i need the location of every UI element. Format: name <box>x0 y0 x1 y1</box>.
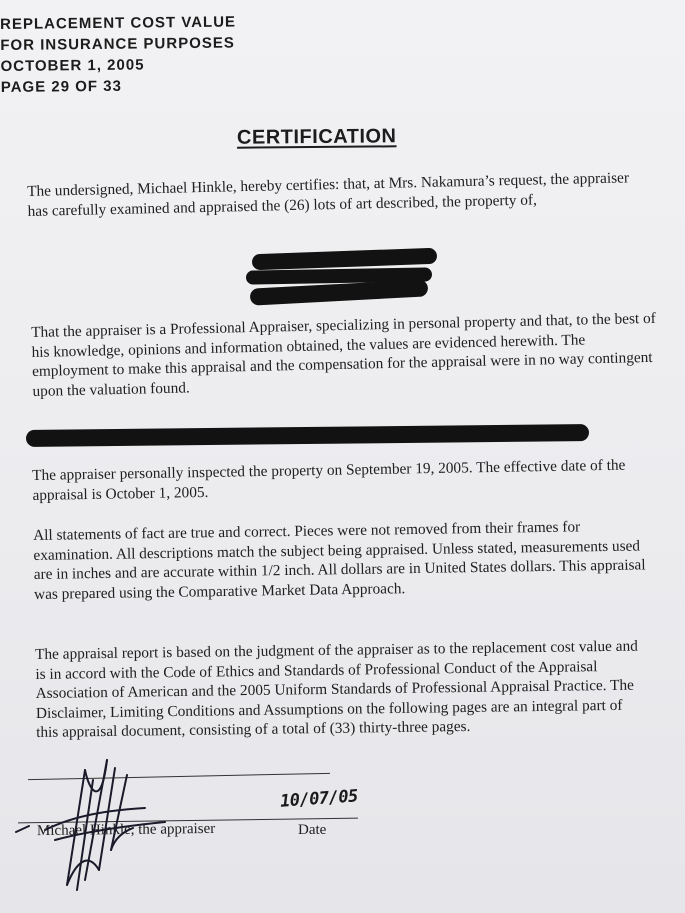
header-line-purpose: FOR INSURANCE PURPOSES <box>0 34 235 54</box>
header-line-report-type: REPLACEMENT COST VALUE <box>0 13 237 33</box>
paragraph-professional-appraiser: That the appraiser is a Professional Appraiser, specializing in personal property and that, to the best of his knowledge, opinions and information obtained, the values are evidenced herewith. The employment to make this appraisal and the compensation for the appraisal were in no way contingent upon the valuation found. <box>31 309 656 400</box>
signature-name-label: Michael Hinkle, the appraiser <box>36 820 216 840</box>
header-line-date: OCTOBER 1, 2005 <box>0 56 145 75</box>
paragraph-judgment-basis: The appraisal report is based on the judgment of the appraiser as to the replacement cost value and is in accord with the Code of Ethics and Standards of Professional Conduct of the Appraisal Association of American and the 2005 Uniform Standards of Professional Appraisal Practice. The Disclaimer, Limiting Conditions and Assumptions on the following pages are an integral part of this appraisal document, consisting of a total of (33) thirty-three pages. <box>35 637 638 741</box>
handwritten-signature <box>15 730 195 900</box>
paragraph-statements-of-fact: All statements of fact are true and correct. Pieces were not removed from their frames for examination. All descriptions match the subject being appraised. Unless stated, measurements used are in inches and are accurate within 1/2 inch. All dollars are in United States dollars. This appraisal was prepared using the Comparative Market Data Approach. <box>33 518 646 603</box>
redaction-bar-long <box>26 424 589 447</box>
paragraph-certification-intro: The undersigned, Michael Hinkle, hereby certifies: that, at Mrs. Nakamura’s request, the appraiser has carefully examined and appraised the (26) lots of art described, the property of, <box>27 169 630 220</box>
header-line-page-number: PAGE 29 OF 33 <box>0 77 122 96</box>
page-title: CERTIFICATION <box>236 125 397 149</box>
document-header <box>0 12 237 98</box>
paragraph-inspection-date: The appraiser personally inspected the property on September 19, 2005. The effective date of the appraisal is October 1, 2005. <box>32 456 626 504</box>
signature-date-label: Date <box>298 822 327 838</box>
handwritten-date: 10/07/05 <box>279 786 359 812</box>
